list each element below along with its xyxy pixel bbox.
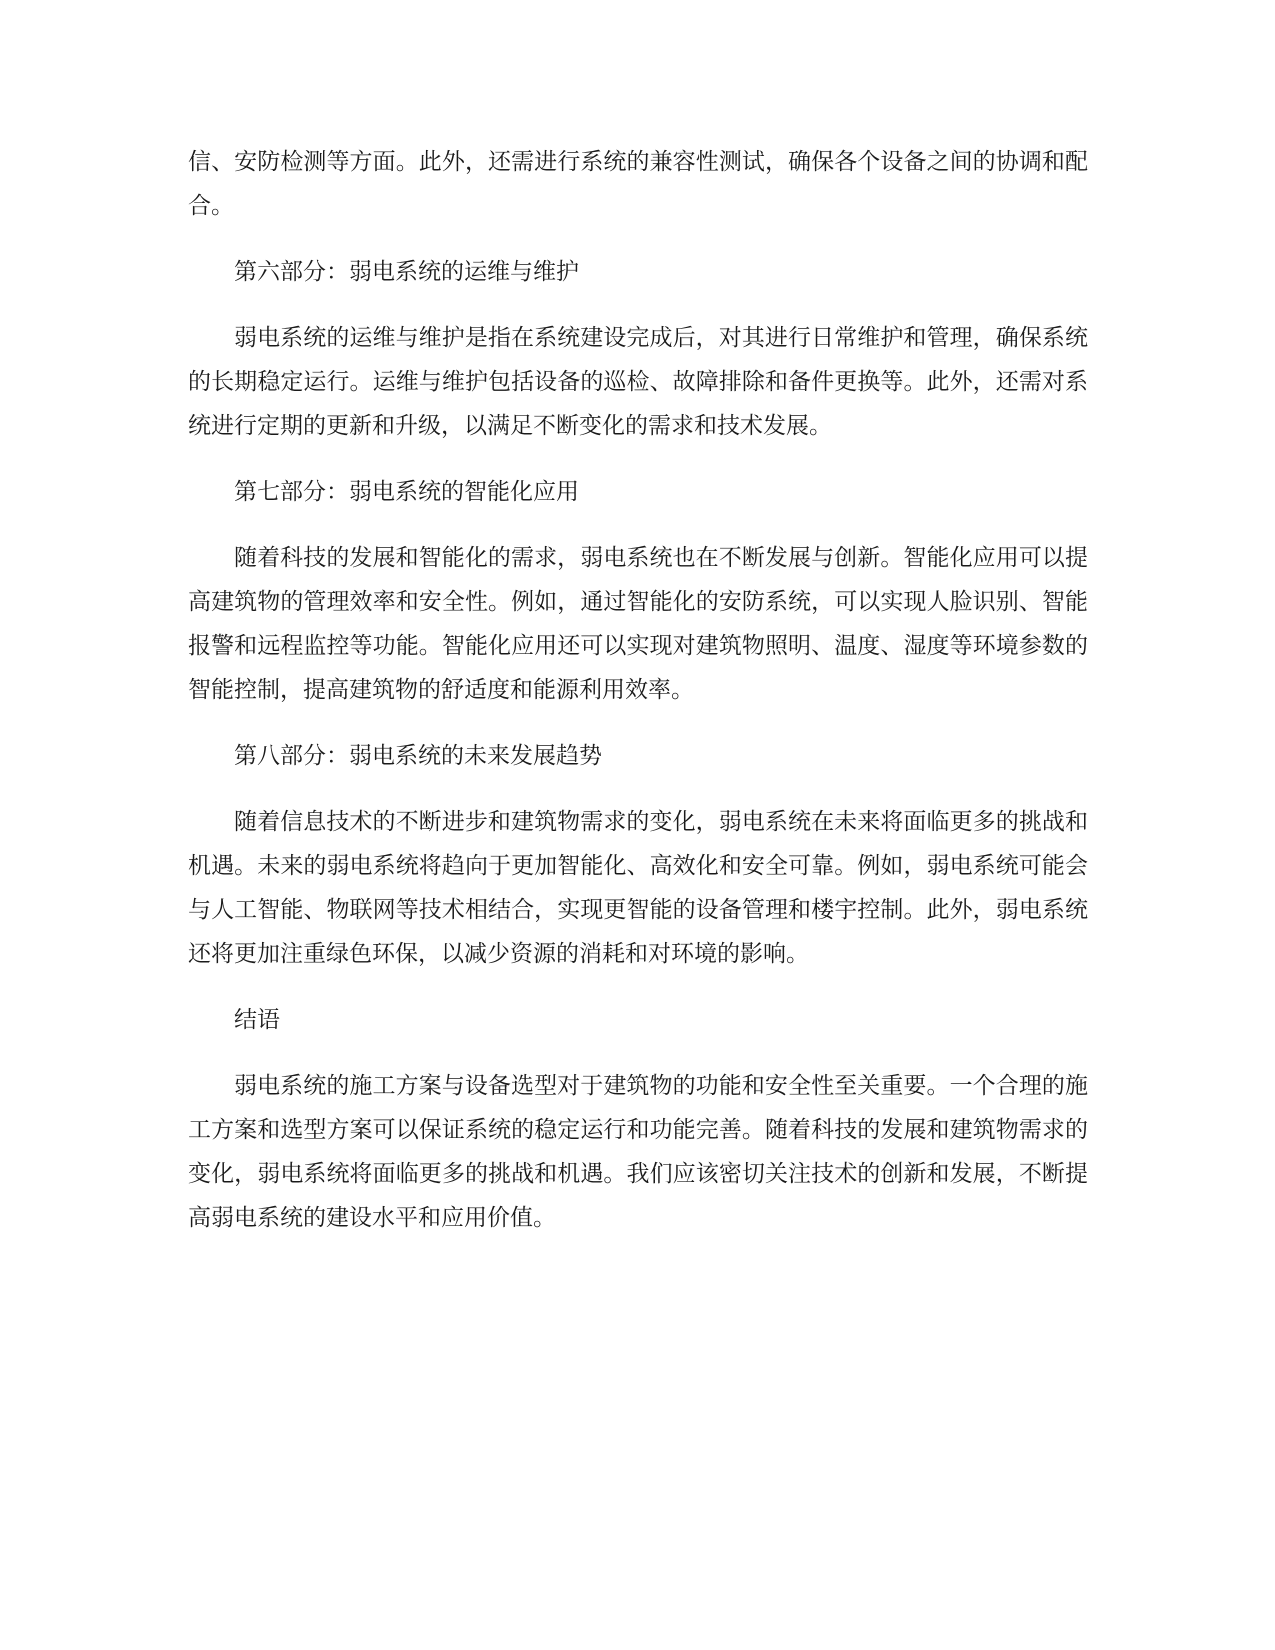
document-body (188, 140, 1088, 1262)
section-heading-part-six: 第六部分：弱电系统的运维与维护 (234, 259, 579, 285)
section-heading-part-eight: 第八部分：弱电系统的未来发展趋势 (234, 743, 602, 769)
paragraph-operation-maintenance: 弱电系统的运维与维护是指在系统建设完成后，对其进行日常维护和管理，确保系统的长期稳定运行。运维与维护包括设备的巡检、故障排除和备件更换等。此外，还需对系统进行定期的更新和升级，以满足不断变化的需求和技术发展。 (188, 325, 1088, 439)
section-heading-part-seven: 第七部分：弱电系统的智能化应用 (234, 479, 579, 505)
paragraph-future-trends: 随着信息技术的不断进步和建筑物需求的变化，弱电系统在未来将面临更多的挑战和机遇。未来的弱电系统将趋向于更加智能化、高效化和安全可靠。例如，弱电系统可能会与人工智能、物联网等技术相结合，实现更智能的设备管理和楼宇控制。此外，弱电系统还将更加注重绿色环保，以减少资源的消耗和对环境的影响。 (188, 809, 1088, 967)
paragraph-intelligent-application: 随着科技的发展和智能化的需求，弱电系统也在不断发展与创新。智能化应用可以提高建筑物的管理效率和安全性。例如，通过智能化的安防系统，可以实现人脸识别、智能报警和远程监控等功能。智能化应用还可以实现对建筑物照明、温度、湿度等环境参数的智能控制，提高建筑物的舒适度和能源利用效率。 (188, 545, 1088, 703)
paragraph-conclusion: 弱电系统的施工方案与设备选型对于建筑物的功能和安全性至关重要。一个合理的施工方案和选型方案可以保证系统的稳定运行和功能完善。随着科技的发展和建筑物需求的变化，弱电系统将面临更多的挑战和机遇。我们应该密切关注技术的创新和发展，不断提高弱电系统的建设水平和应用价值。 (188, 1073, 1088, 1231)
paragraph-continued: 信、安防检测等方面。此外，还需进行系统的兼容性测试，确保各个设备之间的协调和配合。 (188, 149, 1088, 219)
section-heading-conclusion: 结语 (234, 1007, 280, 1033)
